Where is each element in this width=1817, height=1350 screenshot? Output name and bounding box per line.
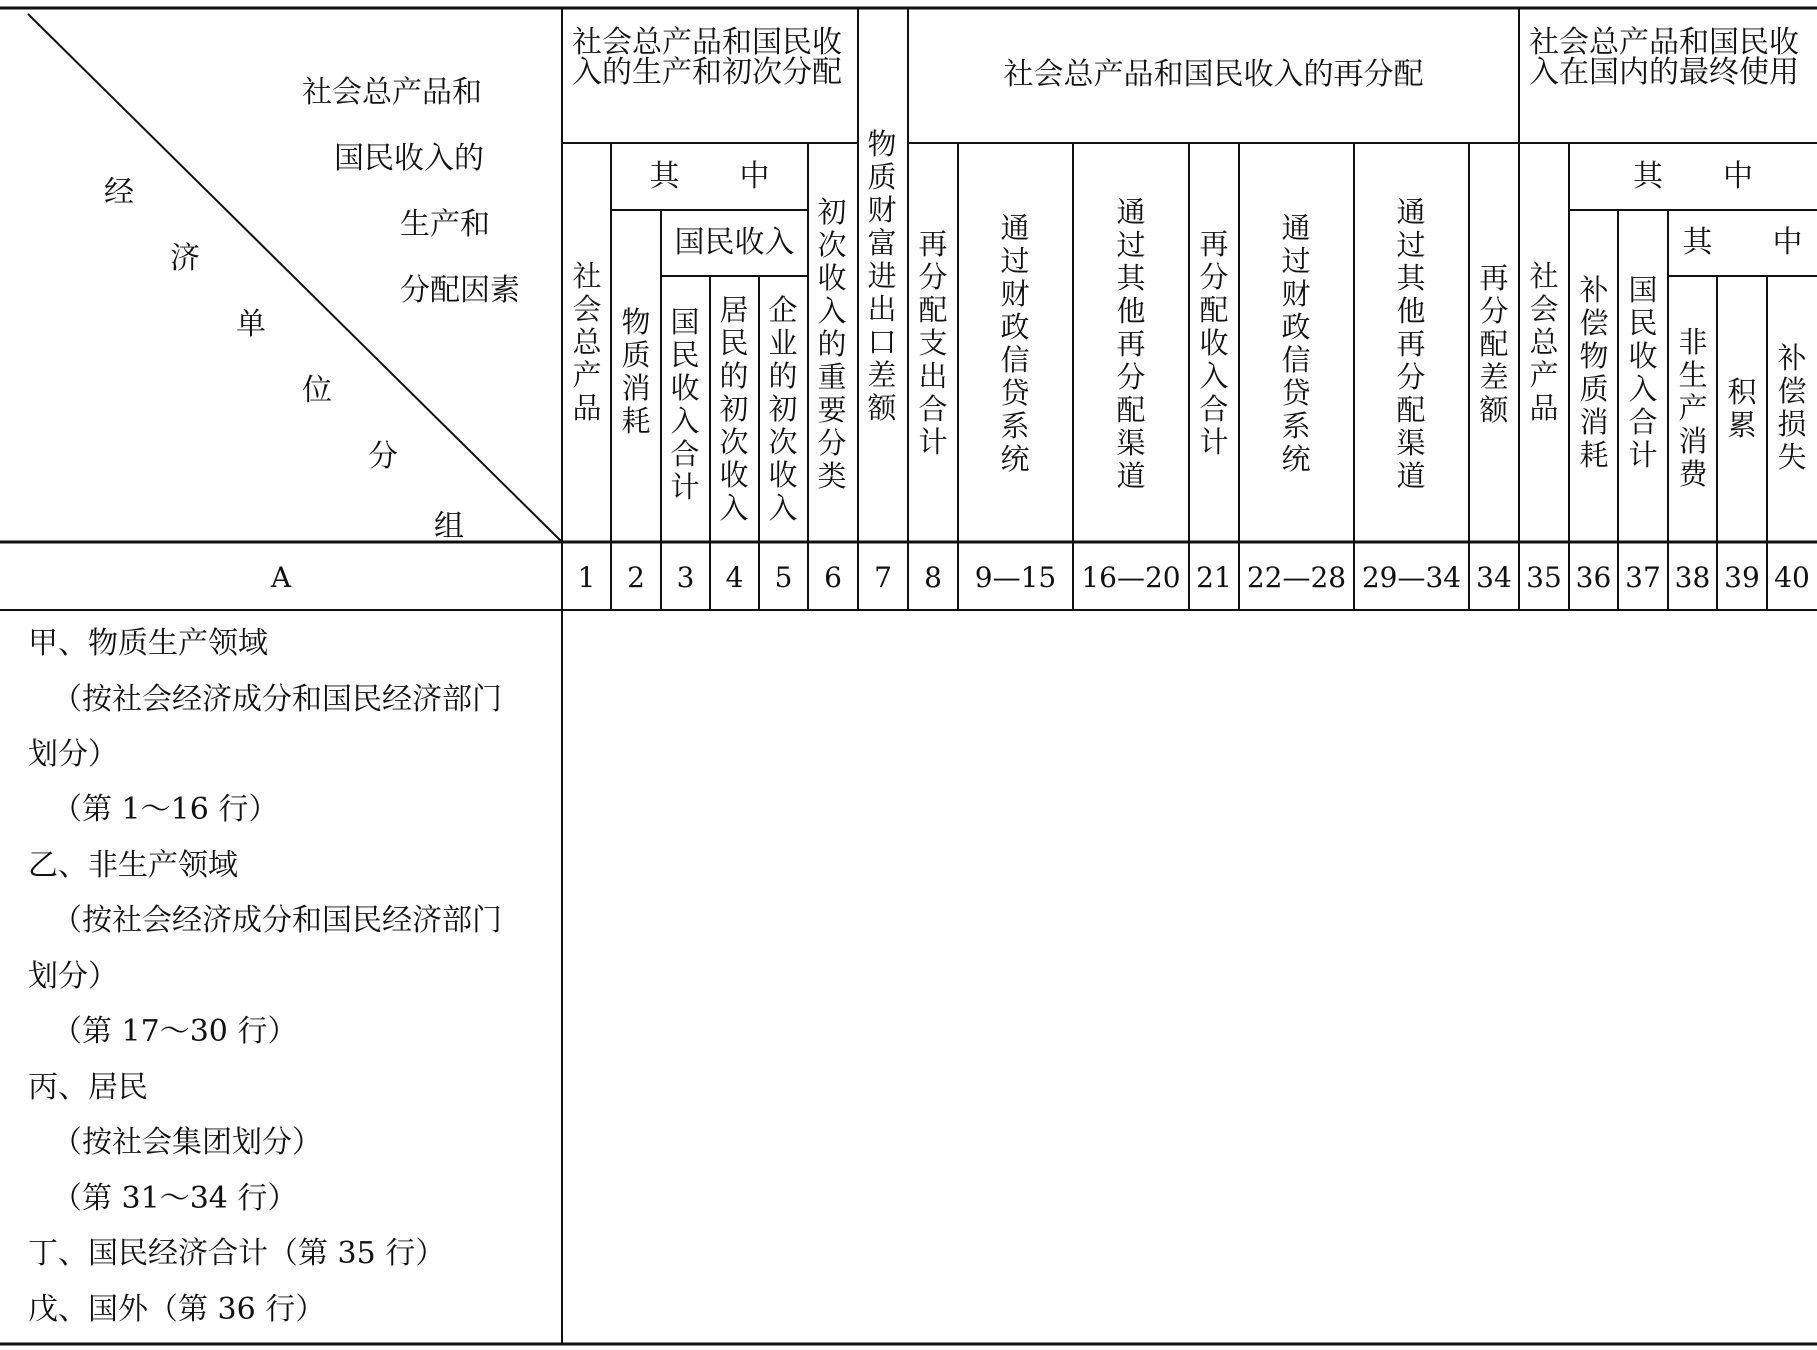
row-label-5: 乙、非生产领域 <box>28 848 238 883</box>
col-label-16-20: 通过其他再分配渠道 <box>1116 195 1146 493</box>
col-number-37: 37 <box>1625 561 1661 594</box>
corner-factor-2: 国民收入的 <box>334 141 484 176</box>
col-number-6: 6 <box>824 561 842 594</box>
col-label-2: 物质消耗 <box>621 305 651 438</box>
col-number-2: 2 <box>627 561 645 594</box>
col-number-9-15: 9—15 <box>974 561 1057 594</box>
col-label-6: 初次收入的重要分类 <box>817 195 847 493</box>
col-number-36: 36 <box>1575 561 1612 594</box>
col-number-21: 21 <box>1196 561 1232 594</box>
col-label-1: 社会总产品 <box>572 259 602 425</box>
row-label-6: （按社会经济成分和国民经济部门 <box>52 903 502 938</box>
col-label-21: 再分配收入合计 <box>1199 227 1229 459</box>
corner-unit-5: 分 <box>368 439 398 474</box>
col-label-22-28: 通过财政信贷系统 <box>1281 211 1311 476</box>
col-label-37: 国民收入合计 <box>1628 273 1658 472</box>
subheader-qizhong-1: 其 中 <box>649 159 770 194</box>
row-label-4: （第 1～16 行） <box>52 792 279 827</box>
row-label-3: 划分） <box>28 737 118 772</box>
corner-unit-1: 经 <box>104 175 134 210</box>
col-number-38: 38 <box>1674 561 1711 594</box>
col-number-22-28: 22—28 <box>1246 561 1347 594</box>
col-number-1: 1 <box>577 561 596 594</box>
subheader-qizhong-3: 其 中 <box>1682 225 1803 260</box>
col-number-3: 3 <box>676 561 695 594</box>
col-number-16-20: 16—20 <box>1081 561 1181 594</box>
row-label-8: （第 17～30 行） <box>52 1014 298 1049</box>
row-label-11: （第 31～34 行） <box>52 1181 298 1216</box>
col-label-40: 补偿损失 <box>1777 341 1807 474</box>
col-number-40: 40 <box>1774 561 1810 594</box>
corner-unit-6: 组 <box>434 509 464 544</box>
col-number-8: 8 <box>924 561 942 594</box>
row-label-12: 丁、国民经济合计（第 35 行） <box>28 1236 446 1271</box>
col-number-5: 5 <box>774 561 793 594</box>
col-label-8: 再分配支出合计 <box>918 227 948 459</box>
row-label-9: 丙、居民 <box>28 1070 148 1105</box>
corner-unit-2: 济 <box>170 241 200 276</box>
row-label-10: （按社会集团划分） <box>52 1125 322 1160</box>
col-label-36: 补偿物质消耗 <box>1579 273 1609 472</box>
col-label-35: 社会总产品 <box>1529 259 1559 425</box>
corner-unit-3: 单 <box>236 307 266 342</box>
row-label-2: （按社会经济成分和国民经济部门 <box>52 682 502 717</box>
group-header-redistribution: 社会总产品和国民收入的再分配 <box>1003 57 1424 92</box>
col-label-38: 非生产消费 <box>1678 325 1708 491</box>
col-label-7: 物质财富进出口差额 <box>867 127 897 425</box>
col-label-4: 居民的初次收入 <box>719 293 749 525</box>
row-label-1: 甲、物质生产领域 <box>28 626 268 661</box>
row-label-13: 戊、国外（第 36 行） <box>28 1292 326 1327</box>
group-header-production: 社会总产品和国民收入的生产和初次分配 <box>572 25 842 90</box>
col-label-3: 国民收入合计 <box>670 305 700 504</box>
corner-factor-4: 分配因素 <box>400 273 520 308</box>
col-label-29-34: 通过其他再分配渠道 <box>1396 195 1426 493</box>
col-label-9-15: 通过财政信贷系统 <box>1000 211 1030 476</box>
col-number-4: 4 <box>725 561 744 594</box>
col-number-7: 7 <box>874 561 892 594</box>
col-number-39: 39 <box>1724 561 1760 594</box>
row-label-7: 划分） <box>28 959 118 994</box>
col-label-34: 再分配差额 <box>1479 261 1509 427</box>
subheader-qizhong-2: 其 中 <box>1633 159 1753 194</box>
subheader-national-income: 国民收入 <box>674 225 795 260</box>
corner-unit-4: 位 <box>302 373 332 408</box>
group-header-final-use: 社会总产品和国民收入在国内的最终使用 <box>1529 25 1799 90</box>
col-number-34: 34 <box>1476 561 1512 594</box>
corner-factor-3: 生产和 <box>400 207 490 242</box>
col-label-5: 企业的初次收入 <box>768 293 798 525</box>
row-header-label: A <box>270 561 292 594</box>
corner-factor-1: 社会总产品和 <box>302 75 482 110</box>
col-number-35: 35 <box>1526 561 1562 594</box>
col-label-39: 积累 <box>1727 375 1757 442</box>
col-number-29-34: 29—34 <box>1361 561 1462 594</box>
